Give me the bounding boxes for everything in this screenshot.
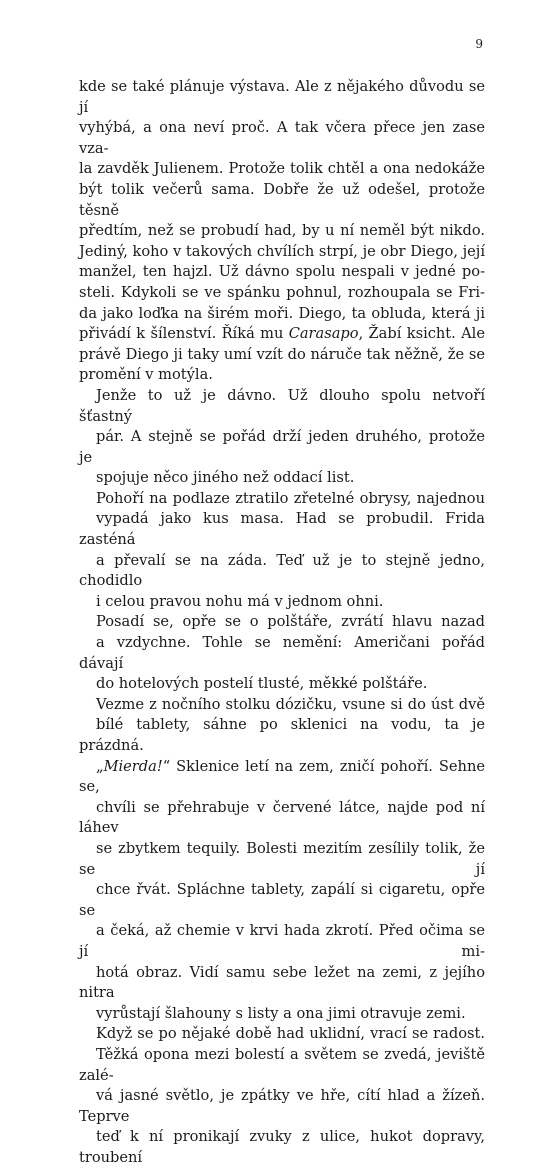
text-line: hotá obraz. Vidí samu sebe ležet na zemi, z jejího nitra [79,963,485,1002]
paragraph [79,1024,485,1168]
body-text [79,77,485,1168]
italic-text: Carasapo [288,325,359,343]
page-number: 9 [475,37,483,51]
text-line: vyrůstají šlahouny s listy a ona jimi otravuje zemi. [96,1004,466,1022]
italic-text: Mierda! [103,757,163,775]
text-line: Jenže to už je dávno. Už dlouho spolu netvoří šťastný [79,386,485,425]
text-line: chvíli se přehrabuje v červené látce, najde pod ní láhev [79,798,485,837]
text-line: promění v motýla. [79,366,213,384]
paragraph [79,386,485,489]
text-line: Když se po nějaké době had uklidní, vrací se radost. [96,1025,485,1043]
text-line: Těžká opona mezi bolestí a světem se zvedá, jeviště zalé- [79,1045,485,1084]
text-line: Jediný, koho v takových chvílích strpí, je obr Diego, její [79,242,485,260]
text-line: manžel, ten hajzl. Už dávno spolu nespali v jedné po- [79,263,485,281]
text-line: chce řvát. Spláchne tablety, zapálí si cigaretu, opře se [79,881,485,919]
text-line: předtím, než se probudí had, by u ní neměl být nikdo. [79,222,485,240]
text-line: a vzdychne. Tohle se nemění: Američani pořád dávají [79,634,485,672]
text-line: kde se také plánuje výstava. Ale z nějakého důvodu se jí [79,78,485,116]
text-line: přivádí k šílenství. Říká mu Carasapo, Žabí ksicht. Ale [79,325,485,343]
text-line: se zbytkem tequily. Bolesti mezitím zesílily tolik, že se jí [79,839,485,878]
text-line: Pohoří na podlaze ztratilo zřetelné obrysy, najednou [96,489,485,507]
text-line: da jako loďka na širém moři. Diego, ta obluda, která ji [79,304,485,322]
text-line: Vezme z nočního stolku dózičku, vsune si do úst dvě [96,695,485,713]
paragraph [79,612,485,694]
text-line: a čeká, až chemie v krvi hada zkrotí. Před očima se jí mi- [79,922,485,960]
text-line: steli. Kdykoli se ve spánku pohnul, rozhoupala se Fri- [79,283,485,301]
text-line: vá jasné světlo, je zpátky ve hře, cítí hlad a žízeň. Teprve [79,1087,485,1125]
text-line: „Mierda!“ Sklenice letí na zem, zničí pohoří. Sehne se, [79,757,485,796]
paragraph [79,489,485,613]
text-line: být tolik večerů sama. Dobře že už odešel, protože těsně [79,180,485,219]
text-line: vypadá jako kus masa. Had se probudil. Frida zasténá [79,510,485,549]
text-line: do hotelových postelí tlusté, měkké polštáře. [96,675,428,693]
text-line: Posadí se, opře se o polštáře, zvrátí hlavu nazad [96,613,485,631]
paragraph [79,695,485,1025]
text-line: právě Diego ji taky umí vzít do náruče tak něžně, že se [79,345,485,363]
text-line: a převalí se na záda. Teď už je to stejně jedno, chodidlo [79,551,485,590]
text-line: i celou pravou nohu má v jednom ohni. [96,592,384,610]
text-line: bílé tablety, sáhne po sklenici na vodu, ta je prázdná. [79,716,485,754]
paragraph [79,77,485,386]
text-line: la zavděk Julienem. Protože tolik chtěl a ona nedokáže [79,160,485,178]
text-line: vyhýbá, a ona neví proč. A tak včera přece jen zase vza- [79,119,485,157]
text-line: pár. A stejně se pořád drží jeden druhého, protože je [79,428,485,466]
text-line: teď k ní pronikají zvuky z ulice, hukot dopravy, troubení [79,1128,485,1166]
text-line: spojuje něco jiného než oddací list. [96,469,355,487]
